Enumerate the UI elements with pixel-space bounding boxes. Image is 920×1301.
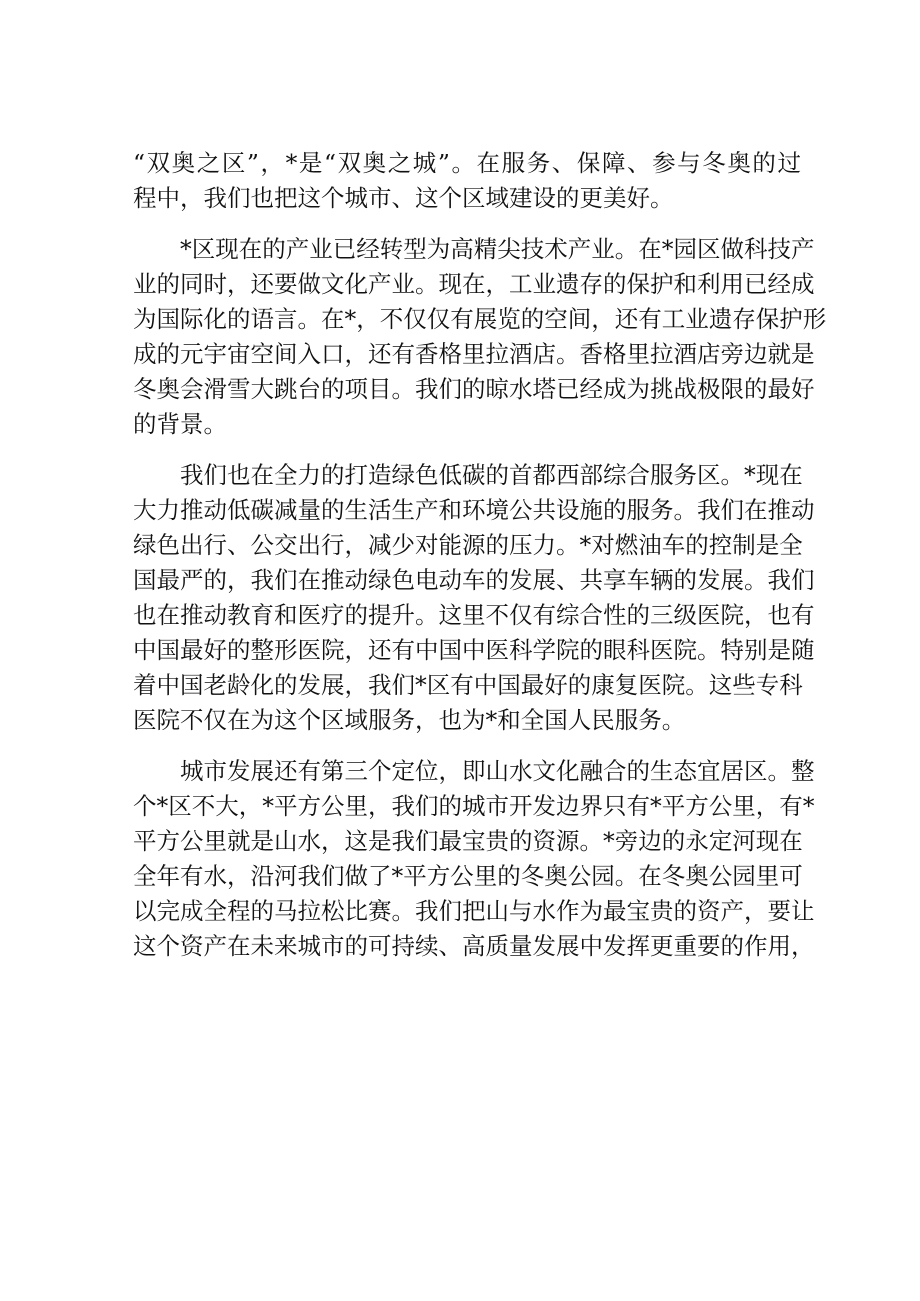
text-line: 成的元宇宙空间入口，还有香格里拉酒店。香格里拉酒店旁边就是 (133, 340, 815, 368)
text-line: 平方公里就是山水，这是我们最宝贵的资源。*旁边的永定河现在 (133, 827, 803, 855)
paragraph-1 (133, 146, 801, 216)
text-line: *区现在的产业已经转型为高精尖技术产业。在*园区做科技产 (180, 235, 815, 263)
text-line: 为国际化的语言。在*，不仅仅有展览的空间，还有工业遗存保护形 (133, 305, 827, 333)
text-line: 也在推动教育和医疗的提升。这里不仅有综合性的三级医院，也有 (133, 601, 815, 629)
text-line: 大力推动低碳减量的生活生产和环境公共设施的服务。我们在推动 (133, 496, 815, 524)
text-line: 的背景。 (133, 410, 227, 438)
text-line: “双奥之区”，*是“双奥之城”。在服务、保障、参与冬奥的过 (133, 149, 801, 177)
paragraph-4 (133, 754, 815, 964)
text-line: 个*区不大，*平方公里，我们的城市开发边界只有*平方公里，有* (133, 792, 815, 820)
text-line: 程中，我们也把这个城市、这个区域建设的更美好。 (133, 184, 674, 212)
paragraph-2 (133, 232, 827, 442)
text-line: 这个资产在未来城市的可持续、高质量发展中发挥更重要的作用， (133, 932, 815, 960)
text-line: 以完成全程的马拉松比赛。我们把山与水作为最宝贵的资产，要让 (133, 897, 815, 925)
text-line: 医院不仅在为这个区域服务，也为*和全国人民服务。 (133, 706, 686, 734)
text-line: 绿色出行、公交出行，减少对能源的压力。*对燃油车的控制是全 (133, 531, 803, 559)
text-line: 我们也在全力的打造绿色低碳的首都西部综合服务区。*现在 (180, 461, 803, 489)
body-text (133, 146, 827, 980)
paragraph-3 (133, 458, 815, 738)
text-line: 城市发展还有第三个定位，即山水文化融合的生态宜居区。整 (180, 757, 815, 785)
text-line: 中国最好的整形医院，还有中国中医科学院的眼科医院。特别是随 (133, 636, 815, 664)
text-line: 着中国老龄化的发展，我们*区有中国最好的康复医院。这些专科 (133, 671, 803, 699)
text-line: 冬奥会滑雪大跳台的项目。我们的晾水塔已经成为挑战极限的最好 (133, 375, 815, 403)
text-line: 业的同时，还要做文化产业。现在，工业遗存的保护和利用已经成 (133, 270, 815, 298)
text-line: 国最严的，我们在推动绿色电动车的发展、共享车辆的发展。我们 (133, 566, 815, 594)
text-line: 全年有水，沿河我们做了*平方公里的冬奥公园。在冬奥公园里可 (133, 862, 803, 890)
